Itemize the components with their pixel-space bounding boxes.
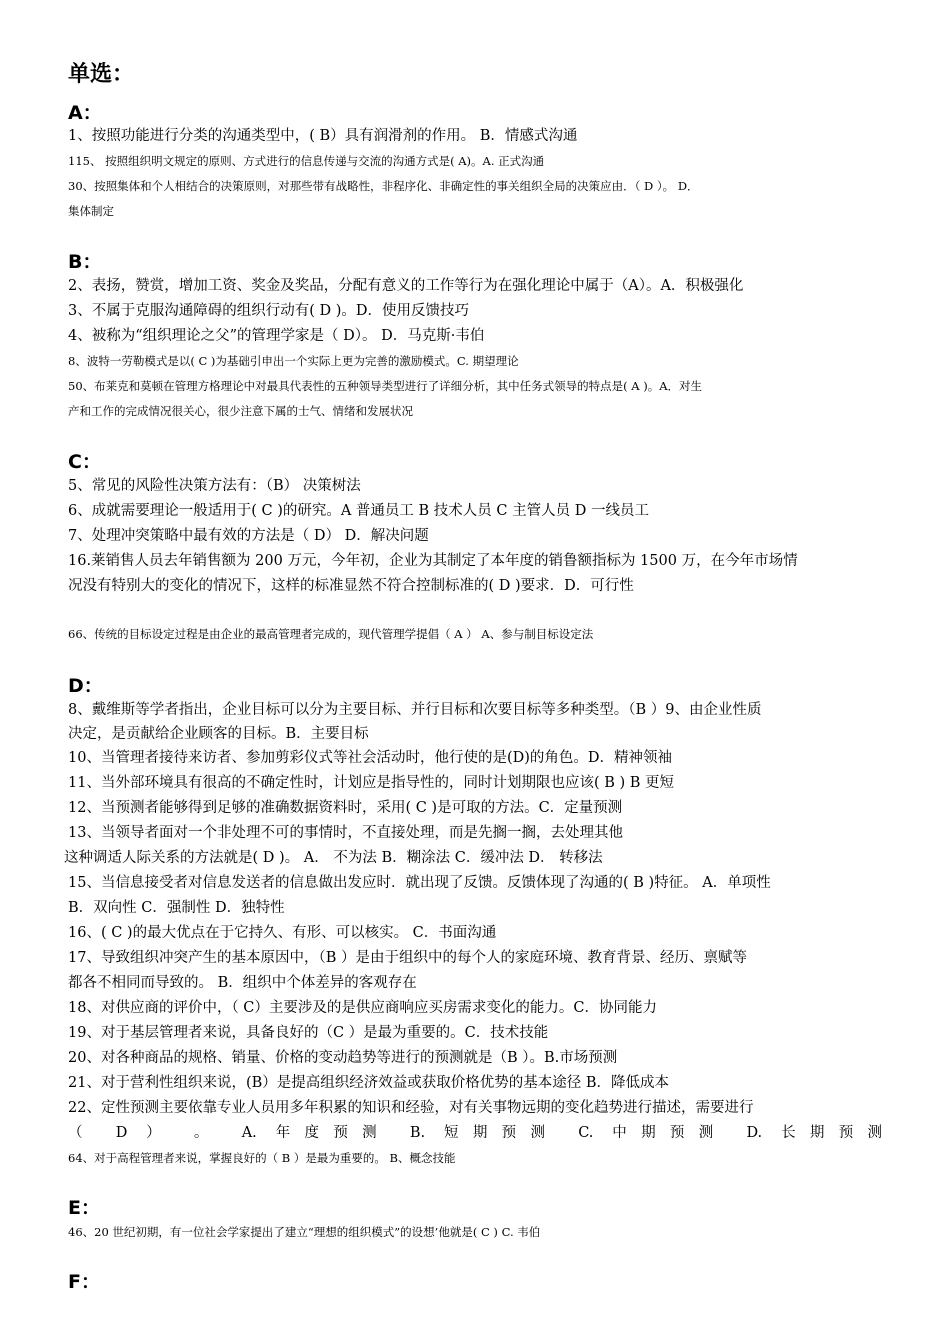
question-line: 20、对各种商品的规格、销量、价格的变动趋势等进行的预测就是（B ）。B.市场预测	[68, 1050, 618, 1066]
section-heading-c: C：	[68, 451, 101, 473]
page-title: 单选：	[68, 62, 135, 87]
question-line: 这种调适人际关系的方法就是( D )。 A． 不为法 B．糊涂法 C．缓冲法 D． 转移法	[64, 850, 603, 866]
question-line: 8、波特一劳勒模式是以( C )为基础引申出一个实际上更为完善的激励模式。C. 期望理论	[68, 354, 519, 368]
question-line: 13、当领导者面对一个非处理不可的事情时，不直接处理，而是先搁一搁，去处理其他	[68, 825, 623, 841]
question-line: 7、处理冲突策略中最有效的方法是（ D） D．解决问题	[68, 528, 429, 544]
question-line: 17、导致组织冲突产生的基本原因中，（B ）是由于组织中的每个人的家庭环境、教育背景、经历、禀赋等	[68, 950, 747, 966]
question-line: 2、表扬，赞赏，增加工资、奖金及奖品，分配有意义的工作等行为在强化理论中属于（A）。A．积极强化	[68, 278, 744, 294]
question-line: 22、定性预测主要依靠专业人员用多年积累的知识和经验，对有关事物远期的变化趋势进行描述，需要进行	[68, 1100, 754, 1116]
section-heading-e: E：	[68, 1197, 100, 1219]
question-line: 50、布莱克和莫顿在管理方格理论中对最具代表性的五种领导类型进行了详细分析，其中任务式领导的特点是( A )。A．对生	[68, 379, 703, 393]
question-line: 3、不属于克服沟通障碍的组织行动有( D )。D．使用反馈技巧	[68, 303, 470, 319]
question-line: 115、 按照组织明文规定的原则、方式进行的信息传递与交流的沟通方式是( A)。A. 正式沟通	[68, 154, 545, 168]
question-line: B．双向性 C．强制性 D．独特性	[68, 900, 285, 916]
question-line: 5、常见的风险性决策方法有：（B） 决策树法	[68, 478, 361, 494]
question-line: 产和工作的完成情况很关心，很少注意下属的士气、情绪和发展状况	[68, 404, 413, 418]
section-heading-a: A：	[68, 102, 102, 124]
question-line: 18、对供应商的评价中，（ C）主要涉及的是供应商响应买房需求变化的能力。C．协同能力	[68, 1000, 657, 1016]
question-line: 8、戴维斯等学者指出，企业目标可以分为主要目标、并行目标和次要目标等多种类型。（B ）9、由企业性质	[68, 702, 762, 718]
question-line: 64、对于高程管理者来说，掌握良好的（ B ）是最为重要的。 B、概念技能	[68, 1151, 456, 1165]
question-line: 16.莱销售人员去年销售额为 200 万元，今年初，企业为其制定了本年度的销鲁额指标为 1500 万，在今年市场情	[68, 553, 798, 569]
question-line: 30、按照集体和个人相结合的决策原则，对那些带有战略性，非程序化、非确定性的事关组织全局的决策应由．（ D ）。 D．	[68, 179, 699, 193]
question-line: 况没有特别大的变化的情况下，这样的标准显然不符合控制标准的( D )要求．D．可行性	[68, 578, 634, 594]
question-line: 4、被称为“组织理论之父”的管理学家是（ D）。 D．马克斯·韦伯	[68, 328, 485, 344]
question-line: 46、20 世纪初期，有一位社会学家提出了建立“理想的组织模式”的设想’他就是( C ) C. 韦伯	[68, 1225, 541, 1239]
section-heading-f: F：	[68, 1271, 100, 1293]
question-line: 10、当管理者接待来访者、参加剪彩仪式等社会活动时，他行使的是(D)的角色。D．精神领袖	[68, 750, 673, 766]
question-line: 11、当外部环境具有很高的不确定性时，计划应是指导性的，同时计划期限也应该( B ) B 更短	[68, 775, 675, 791]
question-line: 66、传统的目标设定过程是由企业的最高管理者完成的，现代管理学提倡（ A ） A、参与制目标设定法	[68, 627, 594, 641]
question-line: 21、对于营利性组织来说，(B）是提高组织经济效益或获取价格优势的基本途径 B．降低成本	[68, 1075, 670, 1091]
section-heading-d: D：	[68, 675, 103, 697]
question-line: 都各不相同而导致的。 B．组织中个体差异的客观存在	[68, 975, 417, 991]
question-line: 19、对于基层管理者来说，具备良好的（C ）是最为重要的。C．技术技能	[68, 1025, 549, 1041]
question-line: 16、( C )的最大优点在于它持久、有形、可以核实。 C．书面沟通	[68, 925, 497, 941]
question-line: 6、成就需要理论一般适用于( C )的研究。A 普通员工 B 技术人员 C 主管人员 D 一线员工	[68, 503, 649, 519]
question-line: 决定，是贡献给企业顾客的目标。B．主要目标	[68, 726, 369, 742]
question-line: （ D ） 。 A. 年度预测 B. 短期预测 C. 中期预测 D. 长期预测	[68, 1125, 882, 1141]
question-line: 1、按照功能进行分类的沟通类型中，( B）具有润滑剂的作用。 B．情感式沟通	[68, 128, 578, 144]
question-line: 集体制定	[68, 204, 114, 218]
question-line: 12、当预测者能够得到足够的准确数据资料时，采用( C )是可取的方法。C．定量预测	[68, 800, 623, 816]
question-line: 15、当信息接受者对信息发送者的信息做出发应时．就出现了反馈。反馈体现了沟通的( B )特征。 A．单项性	[68, 875, 771, 891]
section-heading-b: B：	[68, 251, 102, 273]
